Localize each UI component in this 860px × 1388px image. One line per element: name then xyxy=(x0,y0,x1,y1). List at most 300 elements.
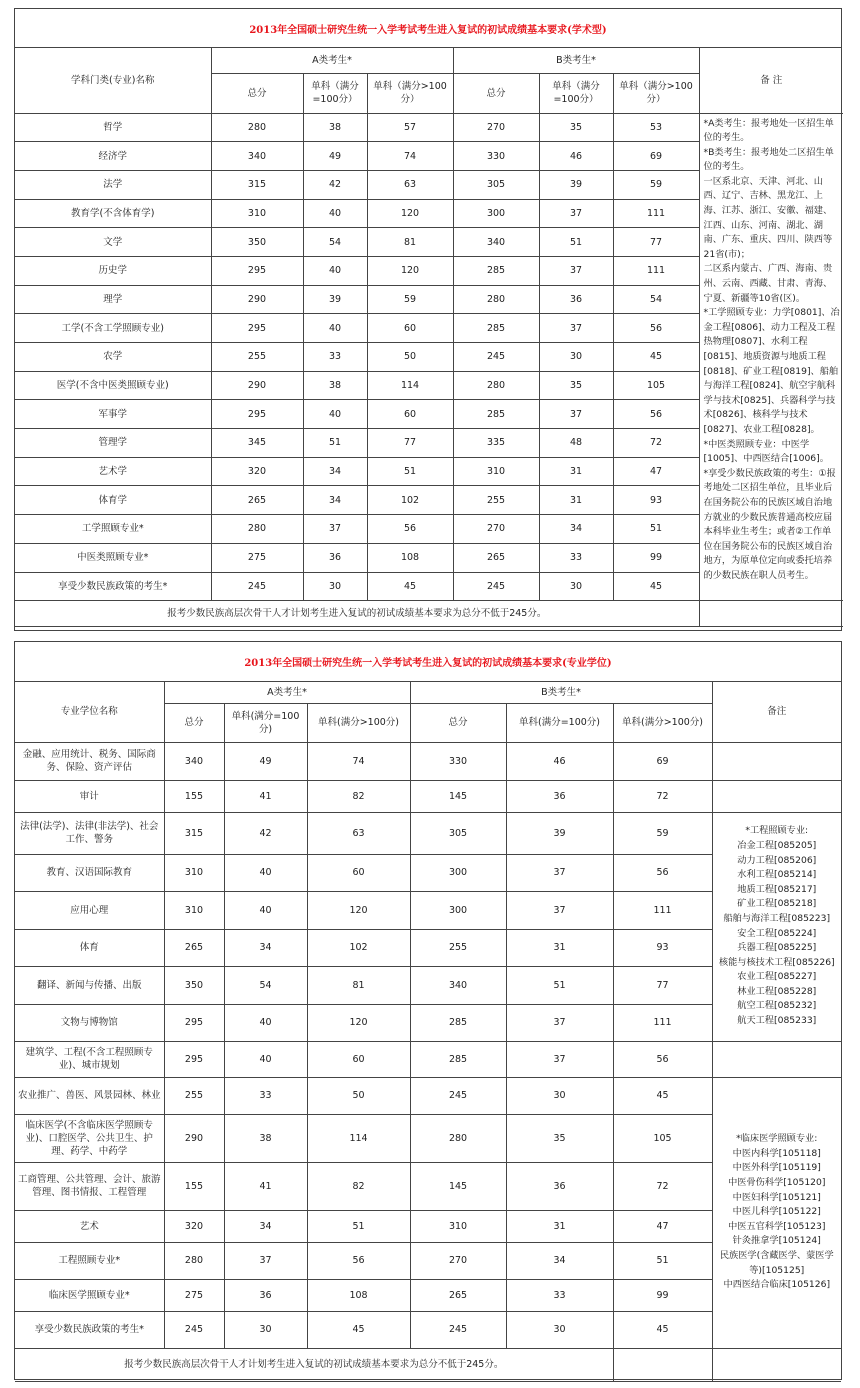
b-score-cell: 340 xyxy=(453,228,539,257)
a-score-cell: 41 xyxy=(224,1162,307,1210)
degree-name-cell: 法律(法学)、法律(非法学)、社会工作、警务 xyxy=(15,812,164,854)
a-score-cell: 37 xyxy=(303,515,367,544)
subject-name-cell: 医学(不含中医类照顾专业) xyxy=(15,371,211,400)
b-score-cell: 31 xyxy=(506,929,613,966)
b-score-cell: 39 xyxy=(539,170,613,199)
b-score-cell: 111 xyxy=(613,1004,712,1041)
a-score-cell: 295 xyxy=(211,314,303,343)
a-score-cell: 280 xyxy=(211,515,303,544)
degree-name-cell: 应用心理 xyxy=(15,891,164,929)
b-score-cell: 72 xyxy=(613,780,712,812)
a-score-cell: 108 xyxy=(307,1279,410,1311)
b-score-cell: 265 xyxy=(410,1279,506,1311)
b-score-cell: 56 xyxy=(613,1041,712,1077)
a-score-cell: 245 xyxy=(211,572,303,601)
b-score-cell: 77 xyxy=(613,228,699,257)
note-line: *中医类照顾专业：中医学[1005]、中西医结合[1006]。 xyxy=(703,438,829,465)
a-score-cell: 345 xyxy=(211,429,303,458)
b-score-cell: 48 xyxy=(539,429,613,458)
subject-name-cell: 理学 xyxy=(15,285,211,314)
a-score-cell: 82 xyxy=(307,780,410,812)
subject-name-cell: 哲学 xyxy=(15,113,211,142)
professional-table-title: 2013年全国硕士研究生统一入学考试考生进入复试的初试成绩基本要求(专业学位) xyxy=(15,642,841,682)
b-score-cell: 51 xyxy=(506,966,613,1004)
b-score-cell: 99 xyxy=(613,1279,712,1311)
b-score-cell: 285 xyxy=(453,400,539,429)
a-score-cell: 57 xyxy=(367,113,453,142)
a-score-cell: 59 xyxy=(367,285,453,314)
note-line: 兵器工程[085225] xyxy=(737,942,817,954)
b-score-cell: 310 xyxy=(410,1210,506,1242)
b-score-cell: 245 xyxy=(453,343,539,372)
a-score-cell: 38 xyxy=(303,371,367,400)
b-score-cell: 31 xyxy=(539,486,613,515)
table-row xyxy=(15,1077,841,1114)
a-score-cell: 102 xyxy=(307,929,410,966)
a-score-cell: 290 xyxy=(164,1114,224,1162)
a-score-cell: 40 xyxy=(303,256,367,285)
a-score-cell: 120 xyxy=(367,199,453,228)
note-line: 船舶与海洋工程[085223] xyxy=(723,912,831,924)
a-score-cell: 290 xyxy=(211,371,303,400)
note-line: 二区系内蒙古、广西、海南、贵州、云南、西藏、甘肃、青海、宁夏、新疆等10省(区)。 xyxy=(703,263,833,304)
a-score-cell: 310 xyxy=(211,199,303,228)
degree-name-cell: 金融、应用统计、税务、国际商务、保险、资产评估 xyxy=(15,742,164,780)
b-score-cell: 280 xyxy=(453,285,539,314)
b-score-cell: 53 xyxy=(613,113,699,142)
b-score-cell: 270 xyxy=(410,1242,506,1279)
b-score-cell: 51 xyxy=(613,515,699,544)
a-score-cell: 74 xyxy=(367,142,453,171)
b-score-cell: 280 xyxy=(453,371,539,400)
note-line: *临床医学照顾专业: xyxy=(736,1133,818,1145)
subject-name-cell: 工学(不含工学照顾专业) xyxy=(15,314,211,343)
degree-name-cell: 临床医学照顾专业* xyxy=(15,1279,164,1311)
degree-name-cell: 体育 xyxy=(15,929,164,966)
a-score-cell: 34 xyxy=(303,486,367,515)
note-line: *工程照顾专业: xyxy=(745,825,809,837)
subject-name-cell: 法学 xyxy=(15,170,211,199)
subject-name-cell: 工学照顾专业* xyxy=(15,515,211,544)
subject-name-cell: 教育学(不含体育学) xyxy=(15,199,211,228)
a-score-cell: 60 xyxy=(367,400,453,429)
b-score-cell: 340 xyxy=(410,966,506,1004)
degree-name-cell: 农业推广、兽医、风景园林、林业 xyxy=(15,1077,164,1114)
b-score-cell: 105 xyxy=(613,371,699,400)
degree-name-cell: 工程照顾专业* xyxy=(15,1242,164,1279)
b-score-cell: 51 xyxy=(539,228,613,257)
b-score-cell: 245 xyxy=(410,1077,506,1114)
b-score-cell: 335 xyxy=(453,429,539,458)
b-score-cell: 330 xyxy=(410,742,506,780)
a-score-cell: 56 xyxy=(367,515,453,544)
a-score-cell: 40 xyxy=(303,199,367,228)
a-score-cell: 38 xyxy=(303,113,367,142)
prof-header-b-single-over-100: 单科(满分>100分) xyxy=(613,703,712,742)
b-score-cell: 111 xyxy=(613,891,712,929)
a-score-cell: 56 xyxy=(307,1242,410,1279)
subject-name-cell: 经济学 xyxy=(15,142,211,171)
b-score-cell: 46 xyxy=(506,742,613,780)
subject-name-cell: 艺术学 xyxy=(15,457,211,486)
a-score-cell: 36 xyxy=(224,1279,307,1311)
note-line: 矿业工程[085218] xyxy=(737,898,817,910)
prof-header-group-b: B类考生* xyxy=(410,682,712,703)
a-score-cell: 340 xyxy=(211,142,303,171)
b-score-cell: 145 xyxy=(410,780,506,812)
b-score-cell: 270 xyxy=(453,515,539,544)
a-score-cell: 81 xyxy=(367,228,453,257)
academic-score-table xyxy=(15,48,843,627)
academic-table-title: 2013年全国硕士研究生统一入学考试考生进入复试的初试成绩基本要求(学术型) xyxy=(15,9,841,48)
a-score-cell: 265 xyxy=(211,486,303,515)
header-note: 备 注 xyxy=(699,48,843,113)
b-score-cell: 56 xyxy=(613,400,699,429)
a-score-cell: 275 xyxy=(164,1279,224,1311)
a-score-cell: 295 xyxy=(211,256,303,285)
a-score-cell: 45 xyxy=(307,1311,410,1348)
note-line: 中医内科学[105118] xyxy=(732,1147,821,1159)
prof-header-a-single-over-100: 单科(满分>100分) xyxy=(307,703,410,742)
professional-footer-empty xyxy=(712,1348,841,1381)
note-line: 安全工程[085224] xyxy=(737,927,817,939)
a-score-cell: 54 xyxy=(224,966,307,1004)
a-score-cell: 41 xyxy=(224,780,307,812)
a-score-cell: 51 xyxy=(307,1210,410,1242)
a-score-cell: 63 xyxy=(307,812,410,854)
b-score-cell: 33 xyxy=(506,1279,613,1311)
a-score-cell: 102 xyxy=(367,486,453,515)
a-score-cell: 350 xyxy=(164,966,224,1004)
b-score-cell: 51 xyxy=(613,1242,712,1279)
a-score-cell: 30 xyxy=(224,1311,307,1348)
note-line: 林业工程[085228] xyxy=(737,985,817,997)
a-score-cell: 350 xyxy=(211,228,303,257)
b-score-cell: 36 xyxy=(506,780,613,812)
b-score-cell: 46 xyxy=(539,142,613,171)
prof-header-b-single-100: 单科(满分=100分) xyxy=(506,703,613,742)
note-line: *工学照顾专业：力学[0801]、冶金工程[0806]、动力工程及工程热物理[0807]、水利工程[0815]、地质资源与地质工程[0818]、矿业工程[0819]、船舶与海洋工程[0824]、航空宇航科学与技术[0825]、兵器科学与技术[0826]、核科学与技术[0827]、农业工程[0828]。 xyxy=(703,307,840,435)
b-score-cell: 37 xyxy=(506,1004,613,1041)
subject-name-cell: 体育学 xyxy=(15,486,211,515)
note-line: *B类考生：报考地处二区招生单位的考生。 xyxy=(703,146,834,173)
header-a-single-over-100: 单科（满分>100分） xyxy=(367,73,453,113)
b-score-cell: 72 xyxy=(613,1162,712,1210)
b-score-cell: 30 xyxy=(506,1311,613,1348)
a-score-cell: 315 xyxy=(164,812,224,854)
a-score-cell: 38 xyxy=(224,1114,307,1162)
a-score-cell: 295 xyxy=(211,400,303,429)
b-score-cell: 30 xyxy=(506,1077,613,1114)
b-score-cell: 305 xyxy=(453,170,539,199)
a-score-cell: 245 xyxy=(164,1311,224,1348)
a-score-cell: 82 xyxy=(307,1162,410,1210)
a-score-cell: 155 xyxy=(164,1162,224,1210)
a-score-cell: 275 xyxy=(211,543,303,572)
note-line: 地质工程[085217] xyxy=(737,883,817,895)
a-score-cell: 63 xyxy=(367,170,453,199)
b-score-cell: 330 xyxy=(453,142,539,171)
b-score-cell: 56 xyxy=(613,314,699,343)
table-row xyxy=(15,812,841,854)
professional-footer-empty xyxy=(613,1348,712,1381)
a-score-cell: 60 xyxy=(307,1041,410,1077)
a-score-cell: 51 xyxy=(367,457,453,486)
a-score-cell: 310 xyxy=(164,891,224,929)
b-score-cell: 34 xyxy=(539,515,613,544)
subject-name-cell: 享受少数民族政策的考生* xyxy=(15,572,211,601)
b-score-cell: 310 xyxy=(453,457,539,486)
b-score-cell: 93 xyxy=(613,929,712,966)
table-row xyxy=(15,780,841,812)
b-score-cell: 69 xyxy=(613,742,712,780)
b-score-cell: 285 xyxy=(453,256,539,285)
prof-header-b-total: 总分 xyxy=(410,703,506,742)
b-score-cell: 39 xyxy=(506,812,613,854)
a-score-cell: 320 xyxy=(164,1210,224,1242)
header-b-single-over-100: 单科（满分>100分） xyxy=(613,73,699,113)
b-score-cell: 35 xyxy=(539,371,613,400)
note-line: 针灸推拿学[105124] xyxy=(732,1235,821,1247)
subject-name-cell: 军事学 xyxy=(15,400,211,429)
a-score-cell: 40 xyxy=(224,891,307,929)
header-a-total: 总分 xyxy=(211,73,303,113)
a-score-cell: 120 xyxy=(307,1004,410,1041)
b-score-cell: 300 xyxy=(410,854,506,891)
table-row xyxy=(15,113,843,142)
note-line: 中西医结合临床[105126] xyxy=(723,1279,831,1291)
a-score-cell: 295 xyxy=(164,1041,224,1077)
a-score-cell: 42 xyxy=(224,812,307,854)
b-score-cell: 37 xyxy=(539,199,613,228)
prof-header-note: 备注 xyxy=(712,682,841,742)
note-empty-cell xyxy=(712,1041,841,1077)
note-line: 冶金工程[085205] xyxy=(737,839,817,851)
degree-name-cell: 教育、汉语国际教育 xyxy=(15,854,164,891)
b-score-cell: 245 xyxy=(410,1311,506,1348)
academic-footer-note: 报考少数民族高层次骨干人才计划考生进入复试的初试成绩基本要求为总分不低于245分。 xyxy=(15,601,699,627)
b-score-cell: 37 xyxy=(506,1041,613,1077)
a-score-cell: 280 xyxy=(211,113,303,142)
subject-name-cell: 农学 xyxy=(15,343,211,372)
note-line: 中医外科学[105119] xyxy=(732,1162,821,1174)
a-score-cell: 310 xyxy=(164,854,224,891)
engineering-notes-cell xyxy=(712,812,841,1041)
b-score-cell: 36 xyxy=(506,1162,613,1210)
a-score-cell: 40 xyxy=(224,854,307,891)
b-score-cell: 31 xyxy=(539,457,613,486)
b-score-cell: 255 xyxy=(453,486,539,515)
header-b-total: 总分 xyxy=(453,73,539,113)
a-score-cell: 108 xyxy=(367,543,453,572)
note-line: *享受少数民族政策的考生：①报考地处二区招生单位，且毕业后在国务院公布的民族区域自治地方就业的少数民族普通高校应届本科毕业生考生；或者②工作单位在国务院公布的民族区域自治地方，为原单位定向或委托培养的少数民族在职人员考生。 xyxy=(703,467,836,581)
b-score-cell: 111 xyxy=(613,199,699,228)
a-score-cell: 45 xyxy=(367,572,453,601)
b-score-cell: 280 xyxy=(410,1114,506,1162)
a-score-cell: 36 xyxy=(303,543,367,572)
a-score-cell: 265 xyxy=(164,929,224,966)
a-score-cell: 320 xyxy=(211,457,303,486)
b-score-cell: 37 xyxy=(506,854,613,891)
a-score-cell: 290 xyxy=(211,285,303,314)
a-score-cell: 60 xyxy=(367,314,453,343)
b-score-cell: 37 xyxy=(539,400,613,429)
note-line: *A类考生：报考地处一区招生单位的考生。 xyxy=(703,117,834,144)
b-score-cell: 145 xyxy=(410,1162,506,1210)
a-score-cell: 60 xyxy=(307,854,410,891)
academic-notes-cell xyxy=(699,113,843,601)
table-row xyxy=(15,742,841,780)
note-line: 动力工程[085206] xyxy=(737,854,817,866)
prof-header-subject: 专业学位名称 xyxy=(15,682,164,742)
a-score-cell: 74 xyxy=(307,742,410,780)
b-score-cell: 285 xyxy=(410,1004,506,1041)
degree-name-cell: 文物与博物馆 xyxy=(15,1004,164,1041)
a-score-cell: 40 xyxy=(224,1004,307,1041)
b-score-cell: 35 xyxy=(506,1114,613,1162)
academic-table-panel xyxy=(14,8,842,631)
degree-name-cell: 审计 xyxy=(15,780,164,812)
a-score-cell: 39 xyxy=(303,285,367,314)
b-score-cell: 34 xyxy=(506,1242,613,1279)
a-score-cell: 33 xyxy=(224,1077,307,1114)
table-row xyxy=(15,1041,841,1077)
b-score-cell: 59 xyxy=(613,812,712,854)
degree-name-cell: 临床医学(不含临床医学照顾专业)、口腔医学、公共卫生、护理、药学、中药学 xyxy=(15,1114,164,1162)
b-score-cell: 59 xyxy=(613,170,699,199)
b-score-cell: 30 xyxy=(539,572,613,601)
b-score-cell: 77 xyxy=(613,966,712,1004)
a-score-cell: 42 xyxy=(303,170,367,199)
header-group-a: A类考生* xyxy=(211,48,453,73)
a-score-cell: 340 xyxy=(164,742,224,780)
a-score-cell: 295 xyxy=(164,1004,224,1041)
b-score-cell: 72 xyxy=(613,429,699,458)
note-line: 航天工程[085233] xyxy=(737,1015,817,1027)
a-score-cell: 50 xyxy=(307,1077,410,1114)
note-line: 中医儿科学[105122] xyxy=(732,1206,821,1218)
b-score-cell: 45 xyxy=(613,343,699,372)
b-score-cell: 285 xyxy=(410,1041,506,1077)
subject-name-cell: 管理学 xyxy=(15,429,211,458)
academic-footer-empty xyxy=(699,601,843,627)
a-score-cell: 34 xyxy=(224,929,307,966)
b-score-cell: 245 xyxy=(453,572,539,601)
a-score-cell: 155 xyxy=(164,780,224,812)
b-score-cell: 285 xyxy=(453,314,539,343)
b-score-cell: 33 xyxy=(539,543,613,572)
b-score-cell: 45 xyxy=(613,1077,712,1114)
degree-name-cell: 翻译、新闻与传播、出版 xyxy=(15,966,164,1004)
a-score-cell: 120 xyxy=(367,256,453,285)
a-score-cell: 50 xyxy=(367,343,453,372)
degree-name-cell: 建筑学、工程(不含工程照顾专业)、城市规划 xyxy=(15,1041,164,1077)
b-score-cell: 35 xyxy=(539,113,613,142)
b-score-cell: 111 xyxy=(613,256,699,285)
b-score-cell: 69 xyxy=(613,142,699,171)
header-a-single-100: 单科（满分=100分） xyxy=(303,73,367,113)
header-subject: 学科门类(专业)名称 xyxy=(15,48,211,113)
b-score-cell: 36 xyxy=(539,285,613,314)
a-score-cell: 37 xyxy=(224,1242,307,1279)
subject-name-cell: 历史学 xyxy=(15,256,211,285)
a-score-cell: 30 xyxy=(303,572,367,601)
a-score-cell: 40 xyxy=(303,400,367,429)
b-score-cell: 30 xyxy=(539,343,613,372)
professional-table-panel xyxy=(14,641,842,1380)
note-line: 中医骨伤科学[105120] xyxy=(728,1177,826,1189)
prof-header-a-single-100: 单科(满分=100分) xyxy=(224,703,307,742)
prof-header-a-total: 总分 xyxy=(164,703,224,742)
a-score-cell: 33 xyxy=(303,343,367,372)
a-score-cell: 81 xyxy=(307,966,410,1004)
note-line: 航空工程[085232] xyxy=(737,1000,817,1012)
professional-score-table xyxy=(15,682,841,1382)
note-line: 民族医学(含藏医学、蒙医学等)[105125] xyxy=(719,1249,834,1276)
b-score-cell: 265 xyxy=(453,543,539,572)
a-score-cell: 255 xyxy=(211,343,303,372)
b-score-cell: 300 xyxy=(410,891,506,929)
note-line: 中医妇科学[105121] xyxy=(732,1191,821,1203)
note-line: 一区系北京、天津、河北、山西、辽宁、吉林、黑龙江、上海、江苏、浙江、安徽、福建、江西、山东、河南、湖北、湖南、广东、重庆、四川、陕西等21省(市)； xyxy=(703,175,833,260)
a-score-cell: 77 xyxy=(367,429,453,458)
b-score-cell: 105 xyxy=(613,1114,712,1162)
a-score-cell: 49 xyxy=(303,142,367,171)
b-score-cell: 47 xyxy=(613,1210,712,1242)
note-line: 中医五官科学[105123] xyxy=(728,1220,826,1232)
a-score-cell: 54 xyxy=(303,228,367,257)
degree-name-cell: 工商管理、公共管理、会计、旅游管理、图书情报、工程管理 xyxy=(15,1162,164,1210)
a-score-cell: 120 xyxy=(307,891,410,929)
note-empty-cell xyxy=(712,780,841,812)
b-score-cell: 37 xyxy=(539,256,613,285)
b-score-cell: 54 xyxy=(613,285,699,314)
note-line: 农业工程[085227] xyxy=(737,971,817,983)
a-score-cell: 51 xyxy=(303,429,367,458)
a-score-cell: 114 xyxy=(307,1114,410,1162)
b-score-cell: 56 xyxy=(613,854,712,891)
b-score-cell: 45 xyxy=(613,572,699,601)
header-b-single-100: 单科（满分=100分） xyxy=(539,73,613,113)
degree-name-cell: 享受少数民族政策的考生* xyxy=(15,1311,164,1348)
b-score-cell: 37 xyxy=(539,314,613,343)
b-score-cell: 300 xyxy=(453,199,539,228)
subject-name-cell: 中医类照顾专业* xyxy=(15,543,211,572)
b-score-cell: 31 xyxy=(506,1210,613,1242)
professional-footer-note: 报考少数民族高层次骨干人才计划考生进入复试的初试成绩基本要求为总分不低于245分。 xyxy=(15,1348,613,1381)
note-line: 水利工程[085214] xyxy=(737,869,817,881)
a-score-cell: 315 xyxy=(211,170,303,199)
b-score-cell: 270 xyxy=(453,113,539,142)
a-score-cell: 114 xyxy=(367,371,453,400)
a-score-cell: 40 xyxy=(224,1041,307,1077)
b-score-cell: 47 xyxy=(613,457,699,486)
subject-name-cell: 文学 xyxy=(15,228,211,257)
a-score-cell: 34 xyxy=(224,1210,307,1242)
note-line: 核能与核技术工程[085226] xyxy=(718,956,835,968)
a-score-cell: 34 xyxy=(303,457,367,486)
b-score-cell: 305 xyxy=(410,812,506,854)
b-score-cell: 255 xyxy=(410,929,506,966)
b-score-cell: 45 xyxy=(613,1311,712,1348)
a-score-cell: 49 xyxy=(224,742,307,780)
a-score-cell: 255 xyxy=(164,1077,224,1114)
medical-notes-cell xyxy=(712,1077,841,1348)
b-score-cell: 93 xyxy=(613,486,699,515)
a-score-cell: 280 xyxy=(164,1242,224,1279)
header-group-b: B类考生* xyxy=(453,48,699,73)
a-score-cell: 40 xyxy=(303,314,367,343)
